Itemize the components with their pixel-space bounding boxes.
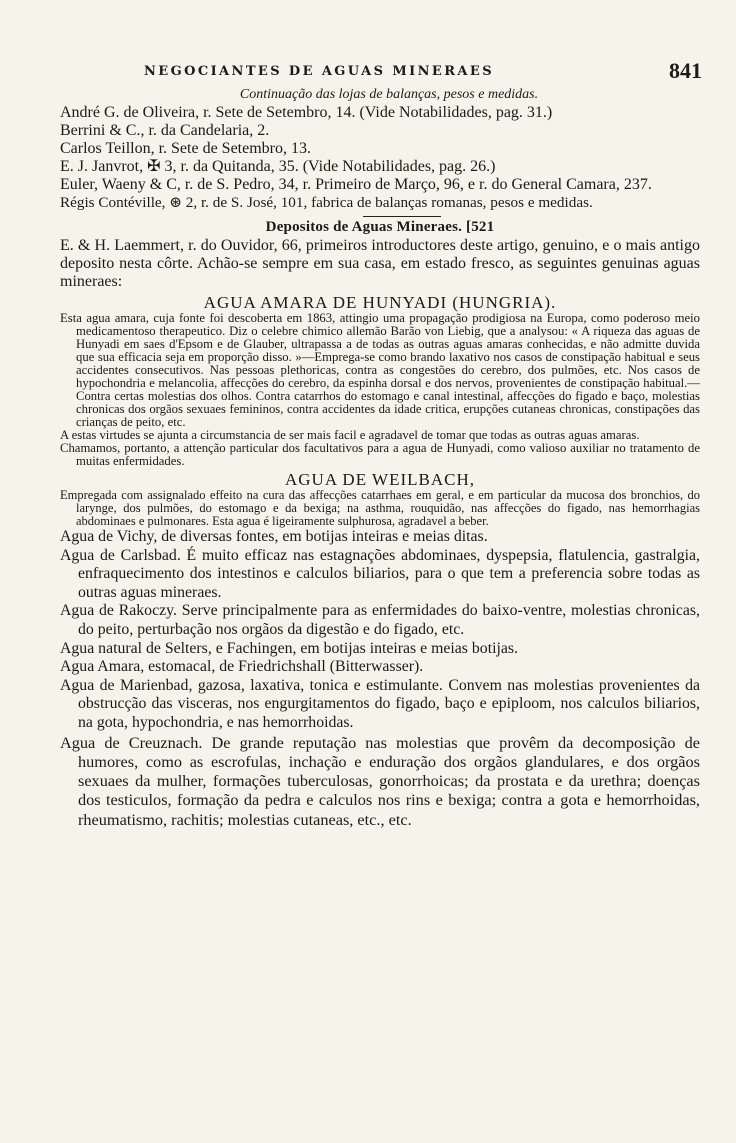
page-header (60, 58, 700, 86)
deposits-intro: E. & H. Laemmert, r. do Ouvidor, 66, primeiros introductores deste artigo, genuino, e o mais antigo deposito nesta côrte. Achão-se sempre em sua casa, em estado fresco, as seguintes genuinas aguas mineraes: (60, 237, 700, 290)
merchant-entry: Régis Contéville, ⊛ 2, r. de S. José, 101, fabrica de balanças romanas, pesos e medidas. (60, 194, 593, 211)
water-entry: Agua de Rakoczy. Serve principalmente para as enfermidades do baixo-ventre, molestias chronicas, do peito, perturbação nos orgãos da digestão e do figado, etc. (60, 602, 700, 638)
merchant-entry: Euler, Waeny & C, r. de S. Pedro, 34, r. Primeiro de Março, 96, e r. do General Camara, 237. (60, 176, 652, 193)
running-title: NEGOCIANTES DE AGUAS MINERAES (144, 64, 494, 79)
continuation-heading: Continuação das lojas de balanças, pesos e medidas. (239, 87, 539, 102)
water-entry: Agua Amara, estomacal, de Friedrichshall (Bitterwasser). (60, 658, 424, 676)
page-number: 841 (669, 58, 702, 83)
water-list (60, 528, 700, 829)
water-entry: Agua de Marienbad, gazosa, laxativa, tonica e estimulante. Convem nas molestias provenientes da obstrucção das visceras, nos engurgitamentos do figado, baço e epiploom, nos calculos biliarios, na gota, hypochondria, e nas hemorrhoidas. (60, 676, 700, 731)
hunyadi-paragraph: A estas virtudes se ajunta a circumstancia de ser mais facil e agradavel de tomar que todas as outras aguas amaras. (60, 428, 640, 442)
water-entry: Agua de Creuznach. De grande reputação nas molestias que provêm da decomposição de humores, como as escrofulas, inchação e enduração dos orgãos glandulares, e dos orgãos sexuaes da mulher, formações tuberculosas, gonorrhoicas; da prostata e da urethra; doenças dos testiculos, formação da pedra e calculos nos rins e bexiga; contra a gota e hemorrhoidas, rheumatismo, rachitis; molestias cutaneas, etc., etc. (60, 732, 700, 829)
document-page (60, 58, 700, 829)
deposits-heading (60, 216, 700, 236)
weilbach-paragraph: Empregada com assignalado effeito na cura das affecções catarrhaes em geral, e em particular da mucosa dos bronchios, do larynge, dos pulmões, do estomago e da bexiga; na asthma, rouquidão, nas affecções do figado, nas hemorrhagias abdominaes e pulmonares. Esta agua é ligeiramente sulphurosa, agradavel a beber. (60, 488, 700, 528)
separator-rule (363, 216, 441, 217)
merchant-entry: Carlos Teillon, r. Sete de Setembro, 13. (60, 140, 311, 157)
deposits-heading-text: Depositos de Aguas Mineraes. [521 (265, 219, 495, 235)
merchant-entry: André G. de Oliveira, r. Sete de Setembro, 14. (Vide Notabilidades, pag. 31.) (60, 104, 553, 121)
merchant-list (60, 104, 700, 212)
hunyadi-paragraph: Esta agua amara, cuja fonte foi descoberta em 1863, attingio uma propagação prodigiosa na Europa, como poderoso meio medicamentoso therapeutico. Diz o celebre chimico allemão Barão von Liebig, que a analysou: « A riqueza das aguas de Hunyadi em saes d'Epsom e de Glauber, ultrapassa a de todas as outras aguas amaras conhecidas, e não admitte duvida que sua efficacia seja em proporção disso. »—Emprega-se como brando laxativo nos casos de constipação habitual e seus accidentes consecutivos. Nas pessoas plethoricas, contra as congestões do cerebro, dos pulmões, etc. Nos casos de hypochondria e melancolia, affecções do cerebro, da espinha dorsal e dos nervos, provenientes de constipação habitual.—Contra certas molestias dos olhos. Contra catarrhos do estomago e canal intestinal, affecções do figado e baço, molestias chronicas dos orgãos sexuaes femininos, contra accidentes da idade critica, erupções cutaneas chronicas, constipações das crianças de peito, etc. (60, 311, 700, 429)
water-entry: Agua de Vichy, de diversas fontes, em botijas inteiras e meias ditas. (60, 528, 488, 545)
water-entry: Agua de Carlsbad. É muito efficaz nas estagnações abdominaes, dyspepsia, flatulencia, gastralgia, enfraquecimento dos intestinos e calculos biliarios, para o que tem a preferencia sobre todas as outras aguas mineraes. (60, 546, 700, 601)
merchant-entry: Berrini & C., r. da Candelaria, 2. (60, 122, 270, 139)
merchant-entry: E. J. Janvrot, ✠ 3, r. da Quitanda, 35. (Vide Notabilidades, pag. 26.) (60, 158, 496, 175)
hunyadi-paragraph: Chamamos, portanto, a attenção particular dos facultativos para a agua de Hunyadi, como valioso auxiliar no tratamento de muitas enfermidades. (60, 441, 700, 468)
water-entry: Agua natural de Selters, e Fachingen, em botijas inteiras e meias botijas. (60, 639, 518, 657)
weilbach-title: AGUA DE WEILBACH, (285, 470, 475, 489)
hunyadi-title: AGUA AMARA DE HUNYADI (HUNGRIA). (203, 293, 557, 312)
